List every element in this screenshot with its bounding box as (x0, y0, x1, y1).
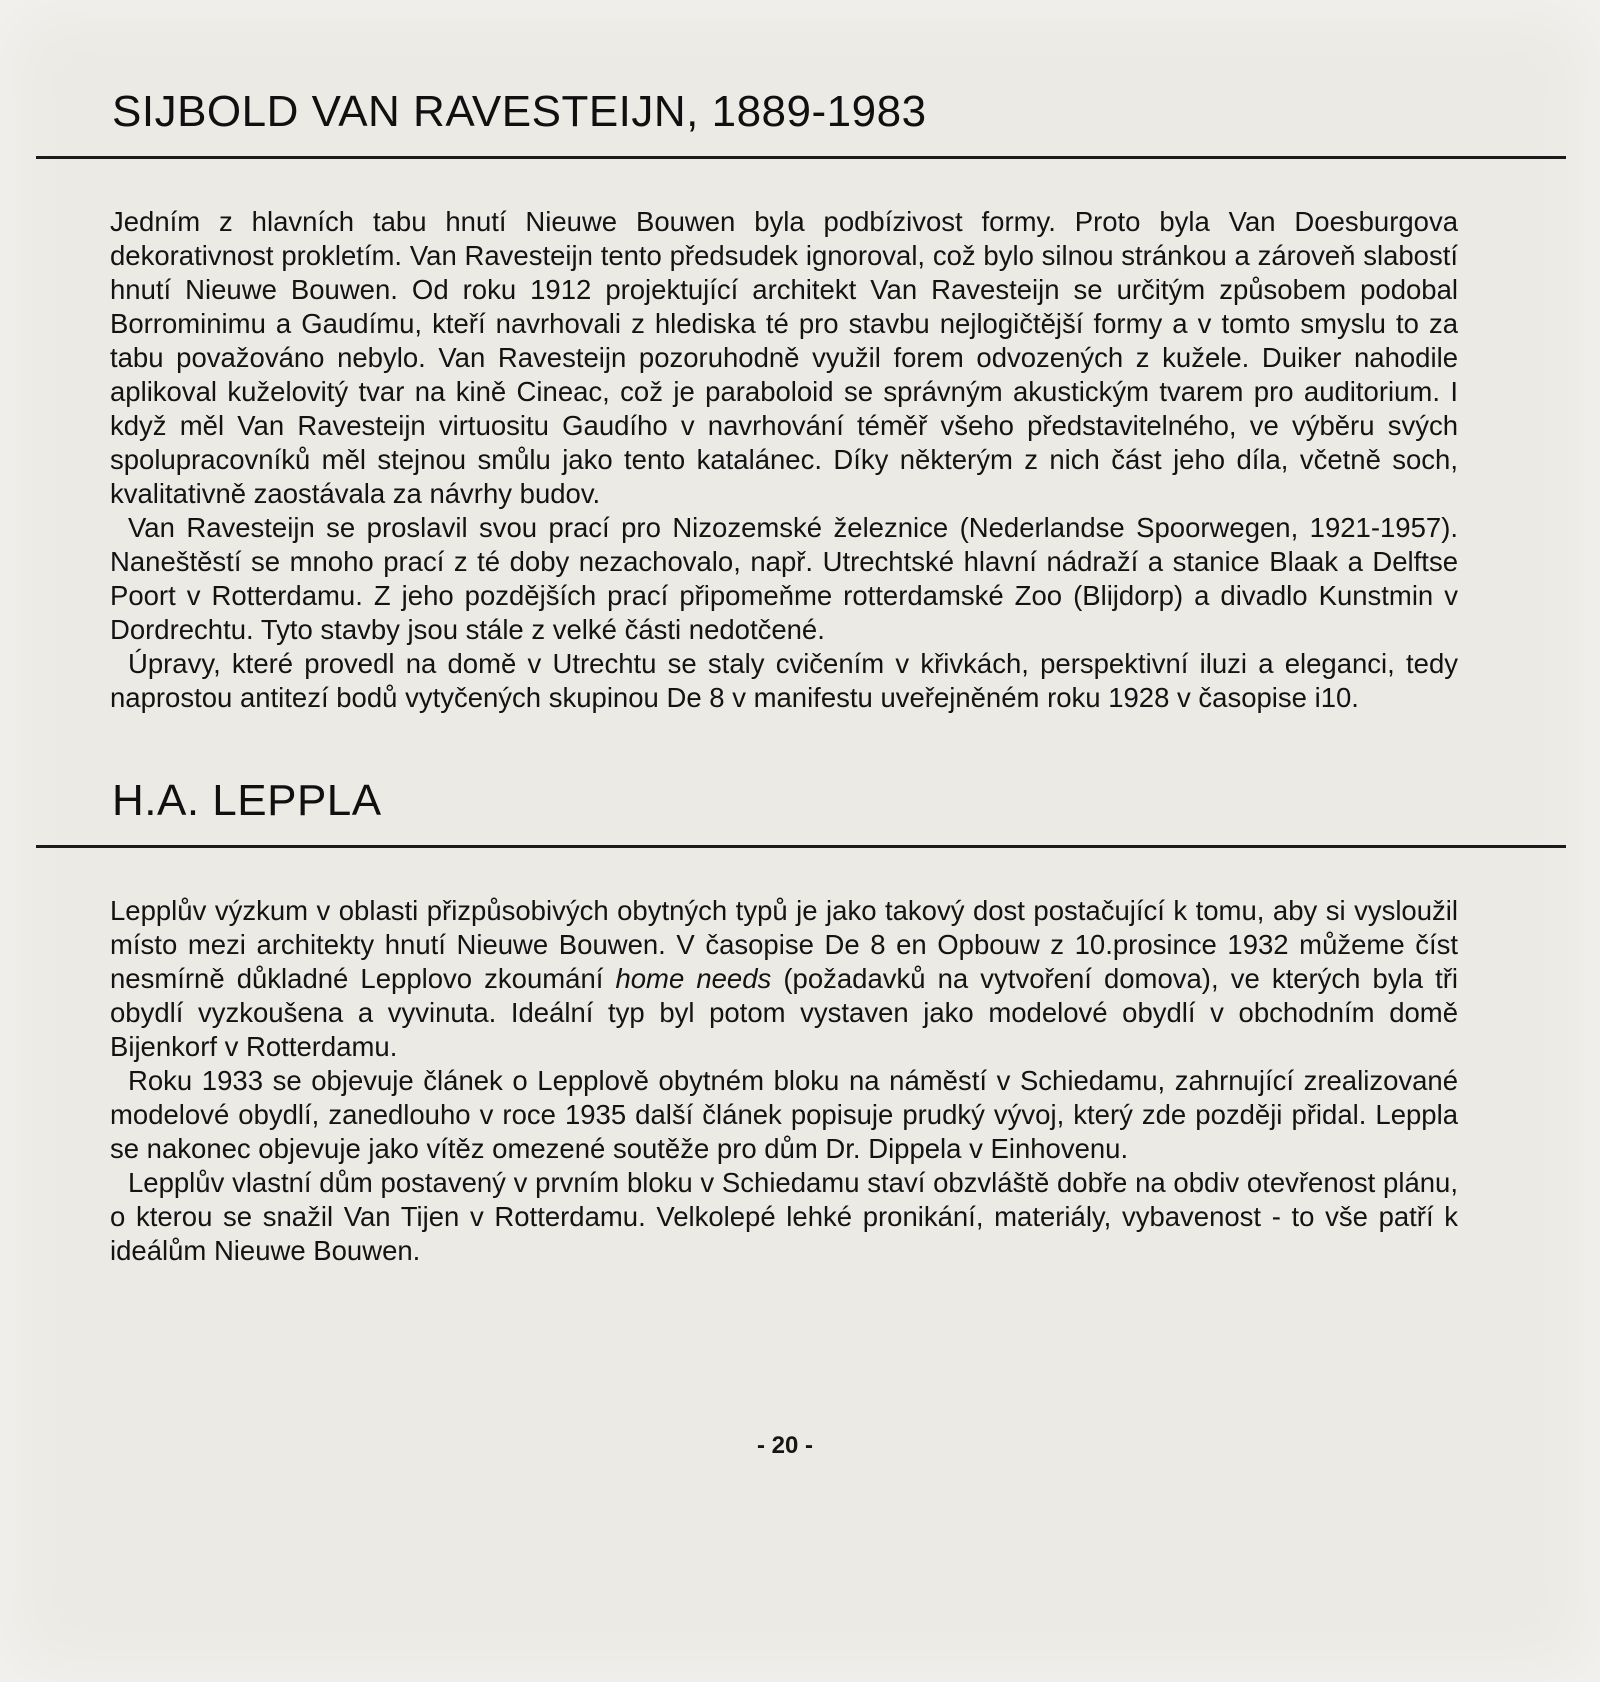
paragraph: Van Ravesteijn se proslavil svou prací pro Nizozemské železnice (Nederlandse Spoorwegen, 1921-1957). Naneštěstí se mnoho prací z té doby nezachovalo, např. Utrechtské hlavní nádraží a stanice Blaak a Delftse Poort v Rotterdamu. Z jeho pozdějších prací připomeňme rotterdamské Zoo (Blijdorp) a divadlo Kunstmin v Dordrechtu. Tyto stavby jsou stále z velké části nedotčené. (110, 512, 1458, 645)
italic-term: home needs (615, 963, 772, 994)
paragraph: Jedním z hlavních tabu hnutí Nieuwe Bouwen byla podbízivost formy. Proto byla Van Doesburgova dekorativnost prokletím. Van Ravesteijn tento předsudek ignoroval, což bylo silnou stránkou a zároveň slabostí hnutí Nieuwe Bouwen. Od roku 1912 projektující architekt Van Ravesteijn se určitým způsobem podobal Borrominimu a Gaudímu, kteří navrhovali z hlediska té pro stavbu nejlogičtější formy a v tomto smyslu to za tabu považováno nebylo. Van Ravesteijn pozoruhodně využil forem odvozených z kužele. Duiker nahodile aplikoval kuželovitý tvar na kině Cineac, což je paraboloid se správným akustickým tvarem pro auditorium. I když měl Van Ravesteijn virtuositu Gaudího v navrhování téměř všeho představitelného, ve výběru svých spolupracovníků měl stejnou smůlu jako tento katalánec. Díky některým z nich část jeho díla, včetně soch, kvalitativně zaostávala za návrhy budov. (110, 206, 1458, 509)
title-rule (36, 845, 1566, 848)
section-body (110, 205, 1458, 715)
section-van-ravesteijn (0, 88, 1600, 715)
paragraph: Roku 1933 se objevuje článek o Lepplově obytném bloku na náměstí v Schiedamu, zahrnující zrealizované modelové obydlí, zanedlouho v roce 1935 další článek popisuje prudký vývoj, který zde později přidal. Leppla se nakonec objevuje jako vítěz omezené soutěže pro dům Dr. Dippela v Einhovenu. (110, 1065, 1458, 1164)
paragraph-text: Lepplův výzkum v oblasti přizpůsobivých obytných typů je jako takový dost postačující k tomu, aby si vysloužil místo mezi architekty hnutí Nieuwe Bouwen. V časopise De 8 en Opbouw z 10.prosince 1932 můžeme číst nesmírně důkladné Lepplovo zkoumání (110, 895, 1458, 994)
page-number: - 20 - (756, 1432, 813, 1459)
section-title-leppla: H.A. LEPPLA (112, 776, 382, 825)
section-leppla (0, 777, 1600, 1268)
paragraph-text: (požadavků na vytvoření domova), ve kterých byla tři obydlí vyzkoušena a vyvinuta. Ideální typ byl potom vystaven jako modelové obydlí v obchodním domě Bijenkorf v Rotterdamu. (110, 963, 1459, 1062)
paragraph (110, 894, 1458, 1064)
paragraph: Lepplův vlastní dům postavený v prvním bloku v Schiedamu staví obzvláště dobře na obdiv otevřenost plánu, o kterou se snažil Van Tijen v Rotterdamu. Velkolepé lehké pronikání, materiály, vybavenost - to vše patří k ideálům Nieuwe Bouwen. (110, 1167, 1458, 1266)
title-rule (36, 156, 1566, 159)
section-body (110, 894, 1458, 1268)
paragraph: Úpravy, které provedl na domě v Utrechtu se staly cvičením v křivkách, perspektivní iluzi a eleganci, tedy naprostou antitezí bodů vytyčených skupinou De 8 v manifestu uveřejněném roku 1928 v časopise i10. (110, 648, 1458, 713)
section-title-van-ravesteijn: SIJBOLD VAN RAVESTEIJN, 1889-1983 (112, 87, 927, 136)
